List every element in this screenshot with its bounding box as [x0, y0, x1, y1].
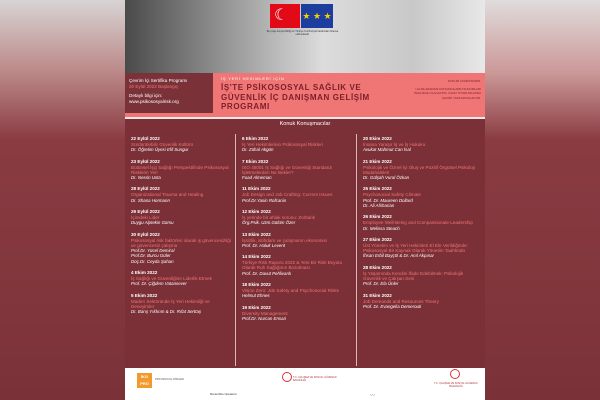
- speakers-heading: Konuk Konuşmacılar: [279, 121, 331, 127]
- session-speaker: Dr. Zühal Akgün: [242, 147, 274, 153]
- session-speaker: Prof. Dr. Maureen Dollard: [363, 197, 413, 203]
- session-title: Job Demands and Resources Theory: [363, 298, 440, 304]
- blurred-background-right: [485, 0, 600, 400]
- session-speaker: Fuad Almeman: [242, 175, 272, 181]
- session-speaker: İhsan Erbil Bayçöl & Dr. Anıl Akpınar: [363, 253, 435, 259]
- session-speaker: Prof. Dr. Davut Pehlivanlı: [242, 270, 292, 276]
- session-item: [363, 293, 481, 310]
- session-date: 6 Ekim 2022: [242, 136, 269, 141]
- session-date: 25 Ekim 2022: [363, 186, 392, 192]
- divider: [125, 117, 485, 119]
- session-speaker: Duygu Alptekin Gürsu: [131, 220, 174, 226]
- session-title: Psikolojik ve Öznel İyi Oluş ve Pozitif Örgütsel Psikoloji Müdahaleleri: [363, 164, 475, 175]
- sessions-grid: [125, 134, 485, 366]
- program-type: Çevrim İçi Sertifika Programı: [129, 78, 188, 83]
- session-item: [363, 237, 481, 259]
- session-item: [242, 254, 352, 276]
- session-speaker: Dr. Nesrin Usta: [131, 175, 161, 181]
- session-date: 11 Ekim 2022: [242, 186, 271, 192]
- flag-caption: Bu proje Avrupa Birliği ve Türkiye Cumhuriyeti tarafından finanse edilmektedir.: [266, 30, 339, 36]
- session-date: 26 Ekim 2022: [363, 214, 392, 220]
- session-date: 7 Ekim 2022: [242, 158, 269, 164]
- session-speaker: Avukat Mahmut Can İsal: [363, 147, 411, 153]
- session-date: 23 Eylül 2022: [131, 158, 160, 164]
- session-date: 19 Ekim 2022: [242, 304, 271, 310]
- session-item: [363, 265, 481, 287]
- header-photo: [125, 0, 485, 73]
- session-item: [363, 186, 481, 208]
- session-item: [363, 214, 481, 231]
- session-title: Bütünsel İşçi Sağlığı Perspektifinde Psikososyal Risklerin Yeri: [131, 164, 229, 175]
- session-item: [363, 159, 481, 181]
- session-speaker: Prof.Dr. Yücel Demiral: [131, 248, 175, 254]
- session-item: [242, 159, 352, 181]
- poster: [125, 0, 485, 400]
- ikg-caption: PSİKOSOSYAL RİSKLER: [155, 378, 184, 381]
- sessions-column-1: [125, 134, 236, 366]
- session-item: [131, 136, 231, 153]
- session-speaker: Helmut Ehnes: [242, 293, 270, 299]
- session-date: 14 Ekim 2022: [242, 254, 271, 260]
- session-title: Diversity Management: [242, 310, 288, 316]
- ministry-logo-1: T.C. ÇALIŞMA VE SOSYAL GÜVENLİK BAKANLIĞI: [293, 376, 337, 382]
- session-item: [131, 293, 231, 315]
- session-item: [242, 232, 352, 249]
- title-band: [125, 73, 485, 117]
- session-date: 4 Ekim 2022: [131, 270, 158, 276]
- session-speaker: Dr. Barış Yıldırım & Dr. Rıfat Serttaş: [131, 309, 202, 315]
- session-speaker: Prof. Dr. Ela Ünler: [363, 281, 399, 287]
- page-title: İŞ'TE PSİKOSOSYAL SAĞLIK VE GÜVENLİK İÇ DANIŞMAN GELİŞİM PROGRAMI: [221, 83, 370, 111]
- session-title: Psikososyal risk faktörleri olarak iş güvencesizliği ve güvencesiz çalışma: [131, 237, 231, 248]
- session-title: Sürdürülebilir Güvenlik Kültürü: [131, 142, 194, 147]
- eu-flag-icon: ★ ★ ★: [301, 4, 333, 28]
- session-date: 28 Eylül 2022: [131, 186, 160, 192]
- session-speaker: Prof. Dr. Evangelia Demerouti: [363, 303, 422, 309]
- session-title: İş Yeri Hekimlerinin Psikososyal Riskleri: [242, 142, 323, 147]
- session-title: İş yerinde bir ahlak sorunu: Zorbalık: [242, 215, 316, 221]
- session-item: [242, 305, 352, 322]
- session-date: 20 Ekim 2022: [363, 136, 392, 141]
- language-note: ULUSLARARASI KATILIMCILARIN SUNUMLARI İNGİLİZCE OLACAKTIR. CANLI OTURUMLARDA ÇEVİRİ YAPILMAYACAKTIR.: [413, 86, 481, 100]
- session-speaker: Dr. Gülşah Vural Özkan: [363, 175, 410, 181]
- session-item: [363, 136, 481, 153]
- details-label: Detaylı bilgi için:: [129, 93, 163, 98]
- session-speaker: Dr. Öğretim Üyesi Elif Sungur: [131, 147, 189, 153]
- start-date: 20 Eylül 2022 Başlangıç: [129, 84, 179, 89]
- session-item: [131, 186, 231, 203]
- session-item: [131, 159, 231, 181]
- session-date: 22 Eylül 2022: [131, 136, 160, 141]
- session-item: [242, 186, 352, 203]
- fee-note: KATILIM ÜCRETSİZDİR.: [447, 79, 481, 83]
- session-item: [242, 209, 352, 226]
- session-speaker: Dr. Shana Hormann: [131, 197, 170, 203]
- session-title: İşsizlik, istihdam ve çalışmanın ekonomisi: [242, 237, 327, 243]
- footer-logos: [125, 368, 485, 400]
- sessions-column-3: [357, 134, 485, 366]
- ministry-logo-2: T.C. ÇALIŞMA VE SOSYAL GÜVENLİK BAKANLIĞI: [434, 382, 478, 388]
- session-title: İş Yaşamında Kendini İfade Edebilmek: Psikolojik Güvenlik ve Çalışan Sesi: [363, 270, 464, 282]
- session-item: [242, 282, 352, 299]
- session-date: 5 Ekim 2022: [131, 292, 158, 298]
- session-date: 27 Ekim 2022: [363, 237, 392, 243]
- session-item: [242, 136, 352, 153]
- session-date: 29 Eylül 2022: [131, 209, 160, 215]
- session-title: Maden Sektöründe İş Yeri Hekimliği ve Deneyimler: [131, 298, 210, 310]
- session-speaker: Dr. Melissa Steach: [363, 225, 400, 231]
- session-speaker: Prof. Dr. Çiğdem Vatansever: [131, 281, 187, 287]
- session-title: Vision Zero: Job Safety and Psychosocial Risks: [242, 288, 339, 294]
- ministry-seal-icon: [282, 372, 292, 382]
- session-date: 18 Ekim 2022: [242, 282, 271, 288]
- side-note: [411, 79, 481, 103]
- session-speaker: Prof.Dr.Yasin Rofcanin: [242, 197, 287, 203]
- session-date: 21 Ekim 2022: [363, 158, 392, 164]
- session-title: İş Sağlığı ve Güvenliğine Liderlik Etmek: [131, 276, 212, 282]
- session-title: Employee Well-Being and Compassionate Leadership: [363, 220, 473, 226]
- flags: [270, 4, 333, 28]
- partner-logo: Mental Wise Operations: [210, 393, 237, 396]
- session-speaker: Dr. Ali Afsharian: [363, 203, 395, 209]
- session-title: ISO 45001 İş Sağlığı ve Güvenliği Standardı İşletmelerden Ne Bekler?: [242, 164, 333, 175]
- session-title: Organizational Trauma and Healing: [131, 192, 204, 198]
- turkey-flag-icon: ☾: [270, 4, 300, 28]
- session-date: 31 Ekim 2022: [363, 292, 392, 298]
- session-title: Psychosocial Safety Climate: [363, 192, 421, 198]
- ministry-seal-icon-2: [450, 369, 460, 379]
- session-speaker: Doç.Dr. Ceyda Şahan: [131, 258, 174, 264]
- ikg-pro-logo: İKG PRO: [137, 373, 152, 388]
- session-speaker: Prof.Dr. Nurcan Ensari: [242, 315, 287, 321]
- session-date: 13 Ekim 2022: [242, 231, 271, 237]
- website-link[interactable]: www.psikososyalrisk.org: [129, 99, 179, 104]
- session-speaker: Prof.Dr. Burcu Güler: [131, 253, 171, 259]
- program-info: [125, 73, 213, 113]
- session-item: [131, 232, 231, 265]
- session-item: [131, 270, 231, 287]
- kicker: İŞ YERİ HEKİMLERİ İÇİN: [221, 76, 285, 81]
- sessions-column-2: [236, 134, 357, 366]
- wave-logo-icon: 〰: [370, 393, 376, 399]
- session-date: 12 Ekim 2022: [242, 209, 271, 215]
- session-speaker: Örg.Psik. Uzm.Gülüm Özer: [242, 220, 296, 226]
- session-title: Job Design and Job Crafting: Current Issues: [242, 192, 333, 198]
- blurred-background-left: [0, 0, 125, 400]
- session-title: İnsana Yaraşır İş ve İş Hukuku: [363, 142, 426, 147]
- session-title: Üst Yönetim ve İş Yeri Hekimleri El Ele Verildiğinde: Psikososyal Bir Kaynak Olarak Yönetim Taahhüdü: [363, 243, 468, 254]
- session-date: 30 Eylül 2022: [131, 231, 160, 237]
- session-item: [131, 209, 231, 226]
- session-title: Türkiye Risk Raporu 2022 & Yeni Bir Risk Boyutu Olarak Ruh Sağlığının Bozulması: [242, 260, 343, 271]
- session-title: İçimdeki Lider: [131, 215, 160, 221]
- session-date: 28 Ekim 2022: [363, 264, 392, 270]
- session-speaker: Prof. Dr. Haluk Levent: [242, 242, 286, 248]
